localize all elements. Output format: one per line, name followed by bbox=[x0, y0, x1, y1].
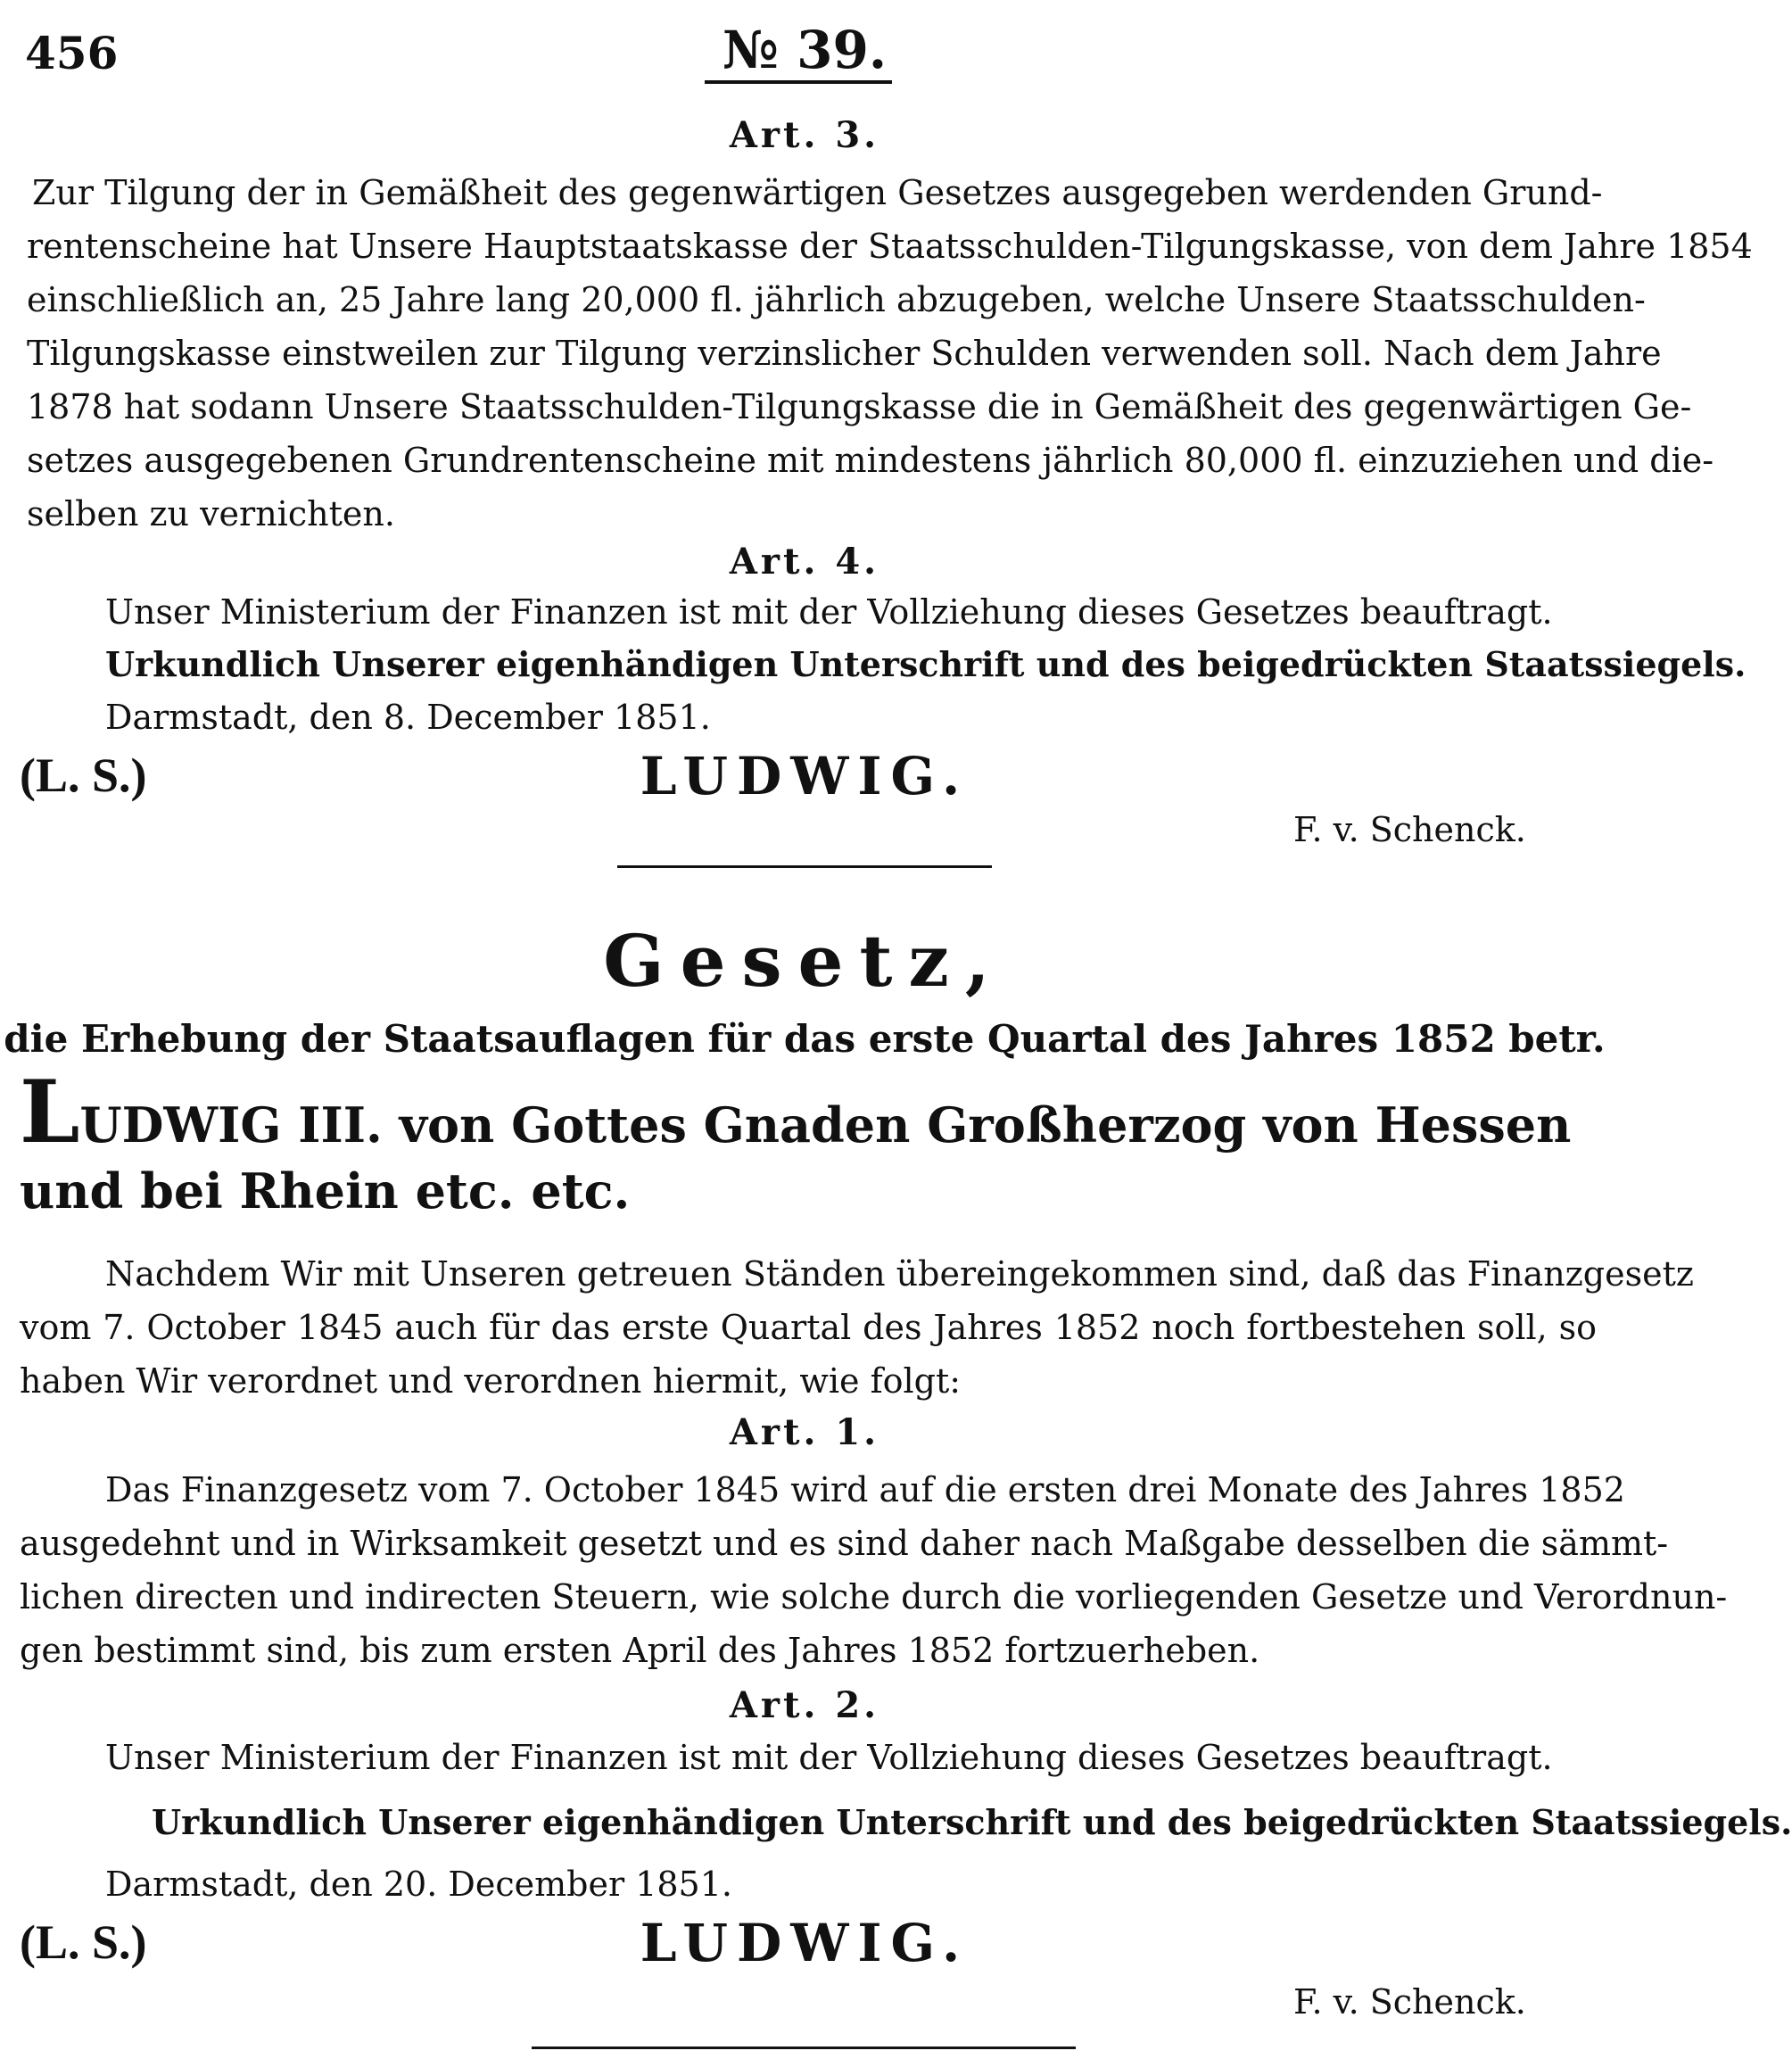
intitulation-line-1 bbox=[20, 1062, 1598, 1162]
article-3-line-4: Tilgungskasse einstweilen zur Tilgung verzinslicher Schulden verwenden soll. Nach dem Jahre bbox=[27, 334, 1662, 373]
intitulation-line-2: und bei Rhein etc. etc. bbox=[20, 1162, 631, 1220]
preamble-line-2: vom 7. October 1845 auch für das erste Quartal des Jahres 1852 noch fortbestehen soll, so bbox=[20, 1308, 1597, 1347]
date-line-2: Darmstadt, den 20. December 1851. bbox=[105, 1865, 732, 1904]
article-3-line-2: rentenscheine hat Unsere Hauptstaatskasse der Staatsschulden-Tilgungskasse, von dem Jahre 1854 bbox=[27, 227, 1753, 266]
article-2-heading: Art. 2. bbox=[729, 1684, 880, 1726]
article-2-text: Unser Ministerium der Finanzen ist mit der Vollziehung dieses Gesetzes beauftragt. bbox=[105, 1738, 1553, 1777]
article-3-line-5: 1878 hat sodann Unsere Staatsschulden-Tilgungskasse die in Gemäßheit des gegenwärtigen Ge- bbox=[27, 387, 1692, 426]
attestation-1: Urkundlich Unserer eigenhändigen Unterschrift und des beigedrückten Staatssiegels. bbox=[105, 644, 1747, 684]
signature-1: LUDWIG. bbox=[640, 746, 970, 806]
article-4-heading: Art. 4. bbox=[729, 541, 880, 583]
law-title: Gesetz, bbox=[603, 919, 1006, 1003]
intitulation bbox=[20, 1062, 1598, 1224]
date-line-1: Darmstadt, den 8. December 1851. bbox=[105, 698, 711, 737]
article-3-line-6: setzes ausgegebenen Grundrentenscheine mit mindestens jährlich 80,000 fl. einzuziehen und die- bbox=[27, 441, 1714, 480]
seal-mark-1: (L. S.) bbox=[20, 748, 147, 802]
article-3-line-1: Zur Tilgung der in Gemäßheit des gegenwärtigen Gesetzes ausgegeben werdenden Grund- bbox=[32, 173, 1603, 212]
article-3-line-7: selben zu vernichten. bbox=[27, 494, 395, 533]
intitulation-rest: UDWIG III. von Gottes Gnaden Großherzog von Hessen bbox=[79, 1096, 1572, 1154]
countersignature-1: F. v. Schenck. bbox=[1293, 810, 1526, 849]
signature-2: LUDWIG. bbox=[640, 1913, 970, 1973]
page-number: 456 bbox=[25, 27, 119, 79]
article-1-line-1: Das Finanzgesetz vom 7. October 1845 wird auf die ersten drei Monate des Jahres 1852 bbox=[105, 1470, 1625, 1509]
issue-number: № 39. bbox=[722, 20, 888, 80]
preamble-line-3: haben Wir verordnet und verordnen hiermit, wie folgt: bbox=[20, 1361, 962, 1401]
section-divider-2 bbox=[532, 2047, 1076, 2049]
law-subtitle: die Erhebung der Staatsauflagen für das erste Quartal des Jahres 1852 betr. bbox=[4, 1017, 1606, 1061]
article-1-heading: Art. 1. bbox=[729, 1411, 880, 1453]
article-4-text: Unser Ministerium der Finanzen ist mit der Vollziehung dieses Gesetzes beauftragt. bbox=[105, 592, 1553, 632]
article-1-line-2: ausgedehnt und in Wirksamkeit gesetzt und es sind daher nach Maßgabe desselben die sämmt- bbox=[20, 1524, 1669, 1563]
attestation-2: Urkundlich Unserer eigenhändigen Unterschrift und des beigedrückten Staatssiegels. bbox=[152, 1802, 1792, 1842]
article-1-line-3: lichen directen und indirecten Steuern, wie solche durch die vorliegenden Gesetze und Verordnun- bbox=[20, 1577, 1728, 1617]
countersignature-2: F. v. Schenck. bbox=[1293, 1982, 1526, 2022]
drop-initial: L bbox=[20, 1062, 80, 1162]
seal-mark-2: (L. S.) bbox=[20, 1915, 147, 1969]
article-3-line-3: einschließlich an, 25 Jahre lang 20,000 fl. jährlich abzugeben, welche Unsere Staatsschulden- bbox=[27, 280, 1646, 319]
article-1-line-4: gen bestimmt sind, bis zum ersten April des Jahres 1852 fortzuerheben. bbox=[20, 1631, 1260, 1670]
issue-underline bbox=[705, 80, 892, 84]
section-divider-1 bbox=[617, 865, 992, 868]
article-3-heading: Art. 3. bbox=[729, 114, 880, 156]
preamble-line-1: Nachdem Wir mit Unseren getreuen Ständen übereingekommen sind, daß das Finanzgesetz bbox=[105, 1254, 1694, 1294]
